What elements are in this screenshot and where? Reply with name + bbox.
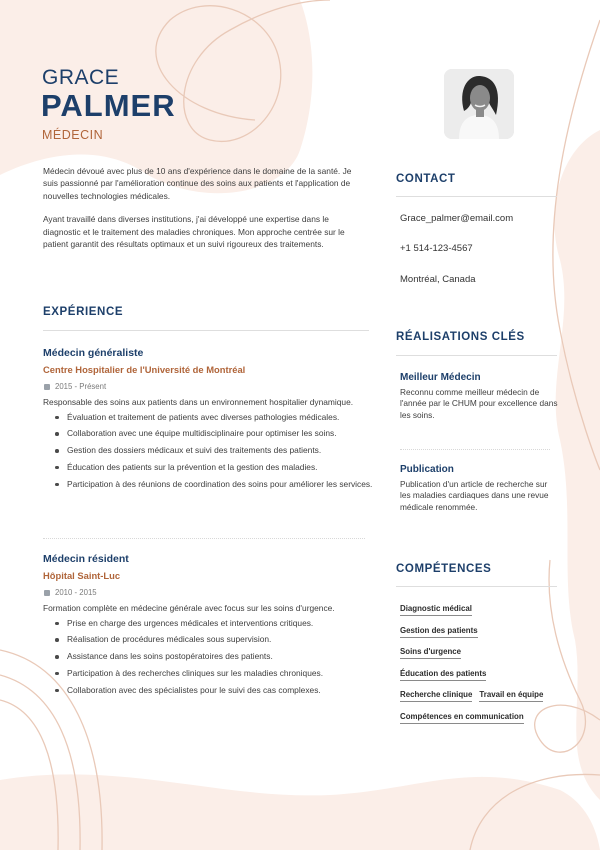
job-bullets xyxy=(43,618,373,697)
job-bullets xyxy=(43,412,373,491)
list-item: Réalisation de procédures médicales sous supervision. xyxy=(55,634,373,646)
profile-summary xyxy=(43,165,368,261)
job-dates xyxy=(43,382,373,391)
achievement-text: Publication d'un article de recherche sur les maladies cardiaques dans une revue médicale renommée. xyxy=(400,479,549,512)
skills-list xyxy=(400,604,560,724)
first-name: GRACE xyxy=(42,66,120,89)
list-item: Collaboration avec une équipe multidisciplinaire pour optimiser les soins. xyxy=(55,428,373,440)
list-item: Prise en charge des urgences médicales et interventions critiques. xyxy=(55,618,373,630)
job-company: Hôpital Saint-Luc xyxy=(43,570,121,581)
skill-tag: Soins d'urgence xyxy=(400,647,461,659)
list-item: Collaboration avec des spécialistes pour le suivi des cas complexes. xyxy=(55,685,373,697)
list-item: Éducation des patients sur la prévention et la gestion des maladies. xyxy=(55,462,373,474)
skill-tag: Éducation des patients xyxy=(400,669,486,681)
job-divider xyxy=(43,538,365,539)
job-role: Médecin généraliste xyxy=(43,347,144,359)
job-description: Formation complète en médecine générale avec focus sur les soins d'urgence. xyxy=(43,603,335,613)
skill-tag: Recherche clinique xyxy=(400,690,472,702)
job-dates-text: 2015 - Présent xyxy=(55,382,107,391)
job-entry-2 xyxy=(43,553,373,701)
summary-paragraph-2: Ayant travaillé dans diverses institutions, j'ai développé une expertise dans le diagnostic et le traitement des maladies chroniques. Mon approche centrée sur le patient garantit des résultats optimaux et un suivi rigoureux des traitements. xyxy=(43,214,345,250)
list-item: Assistance dans les soins postopératoires des patients. xyxy=(55,651,373,663)
achievements-title: RÉALISATIONS CLÉS xyxy=(396,331,525,343)
job-entry-1 xyxy=(43,347,373,495)
achievement-text: Reconnu comme meilleur médecin de l'année par le CHUM pour excellence dans les soins. xyxy=(400,387,558,420)
skill-tag: Gestion des patients xyxy=(400,626,478,638)
contact-email[interactable]: Grace_palmer@email.com xyxy=(400,213,514,224)
achievement-1 xyxy=(400,372,560,421)
skill-tag: Travail en équipe xyxy=(479,690,543,702)
achievement-title: Publication xyxy=(400,464,454,475)
experience-title: EXPÉRIENCE xyxy=(43,306,124,318)
summary-paragraph-1: Médecin dévoué avec plus de 10 ans d'expérience dans le domaine de la santé. Je suis passionné par l'amélioration continue des soins aux patients et l'application de nouvelles technologies médicales. xyxy=(43,166,352,201)
job-description: Responsable des soins aux patients dans un environnement hospitalier dynamique. xyxy=(43,397,354,407)
list-item: Participation à des réunions de coordination des soins pour améliorer les services. xyxy=(55,479,373,491)
job-title: MÉDECIN xyxy=(42,128,104,142)
last-name: PALMER xyxy=(41,88,176,123)
profile-photo xyxy=(444,69,514,139)
job-dates xyxy=(43,588,373,597)
list-item: Participation à des recherches cliniques sur les maladies chroniques. xyxy=(55,668,373,680)
calendar-icon xyxy=(44,590,50,596)
achievement-2 xyxy=(400,464,560,513)
contact-location: Montréal, Canada xyxy=(400,274,476,285)
skill-tag: Diagnostic médical xyxy=(400,604,472,616)
achievement-title: Meilleur Médecin xyxy=(400,372,481,383)
calendar-icon xyxy=(44,384,50,390)
contact-phone[interactable]: +1 514-123-4567 xyxy=(400,243,473,254)
skills-rule xyxy=(396,586,557,587)
skill-tag: Compétences en communication xyxy=(400,712,524,724)
experience-rule xyxy=(43,330,369,331)
contact-rule xyxy=(396,196,557,197)
job-role: Médecin résident xyxy=(43,553,129,565)
contact-title: CONTACT xyxy=(396,173,456,185)
list-item: Évaluation et traitement de patients avec diverses pathologies médicales. xyxy=(55,412,373,424)
job-company: Centre Hospitalier de l'Université de Montréal xyxy=(43,364,246,375)
skills-title: COMPÉTENCES xyxy=(396,563,492,575)
job-dates-text: 2010 - 2015 xyxy=(55,588,97,597)
list-item: Gestion des dossiers médicaux et suivi des traitements des patients. xyxy=(55,445,373,457)
achievements-rule xyxy=(396,355,557,356)
achievement-divider xyxy=(400,449,550,450)
